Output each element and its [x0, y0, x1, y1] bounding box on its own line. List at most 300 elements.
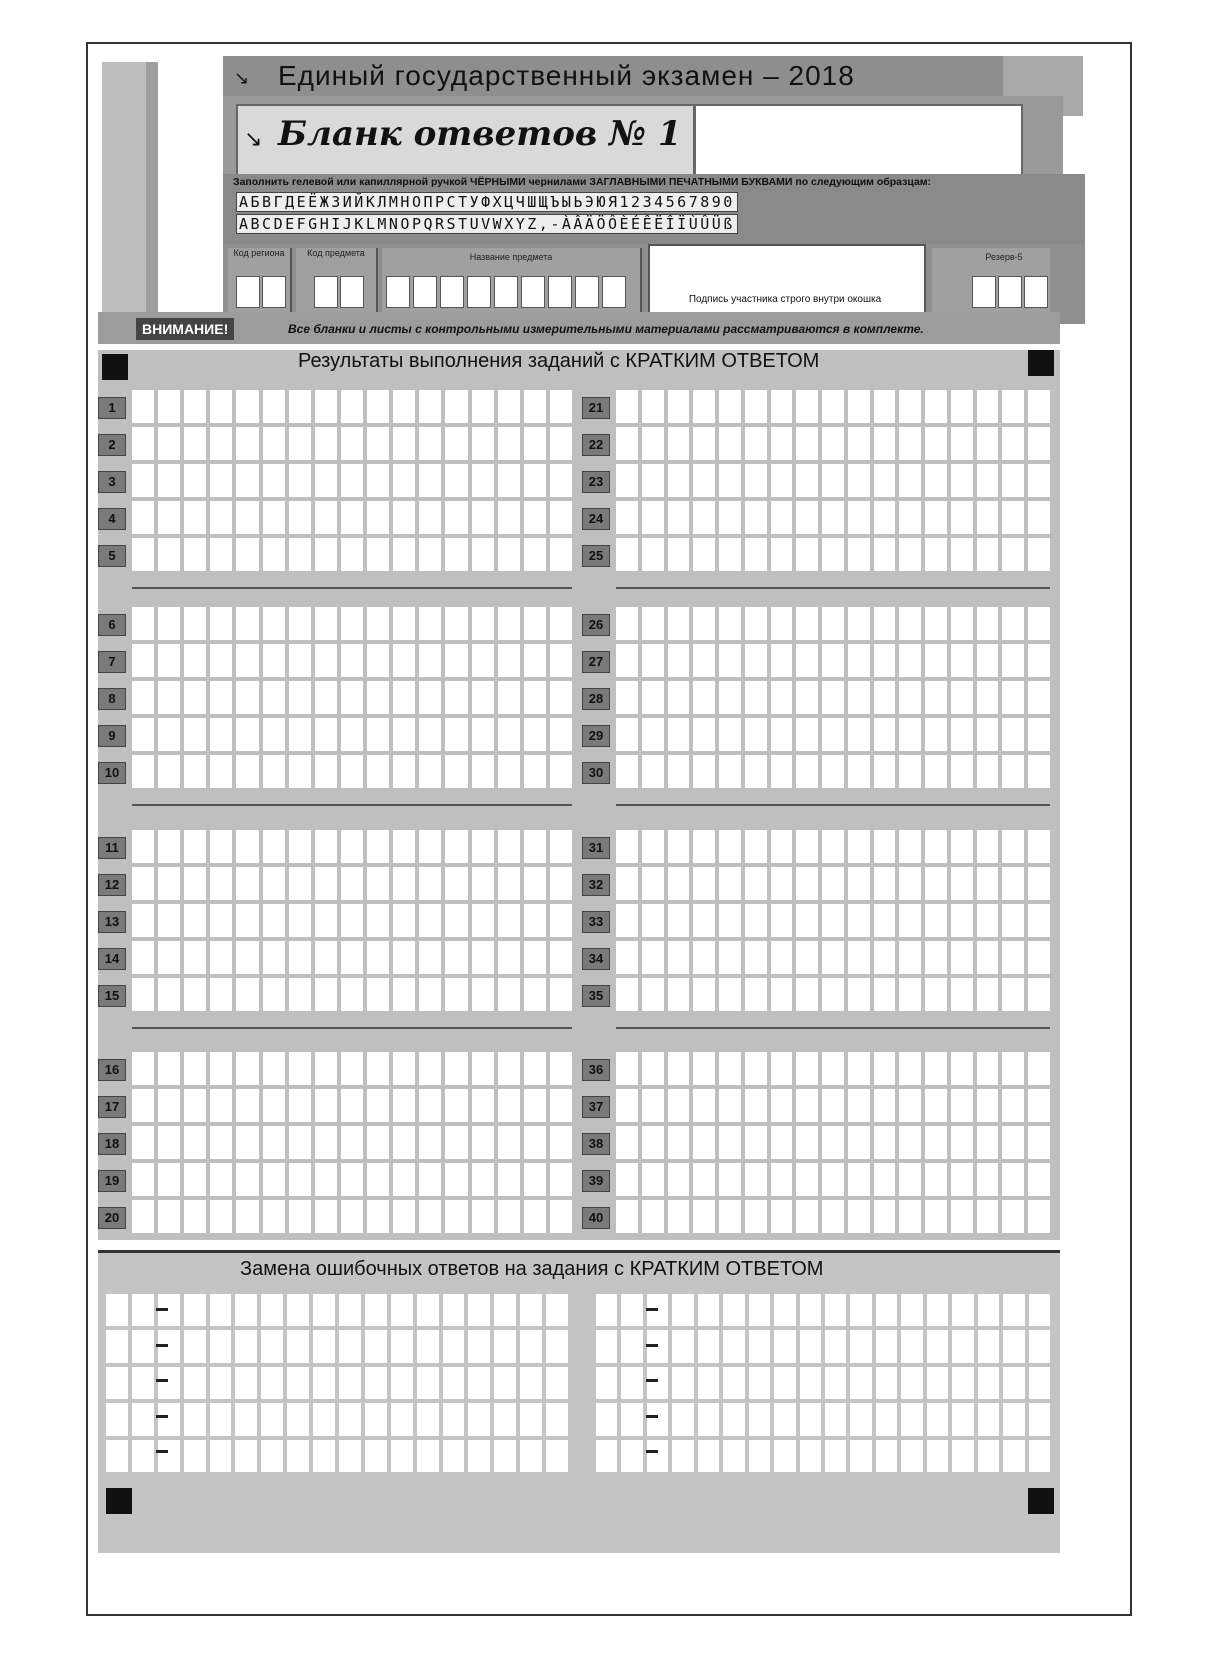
answer-cell[interactable]	[367, 427, 389, 460]
answer-cell[interactable]	[796, 1126, 818, 1159]
answer-cell[interactable]	[874, 941, 896, 974]
replacement-cell[interactable]	[339, 1294, 361, 1326]
answer-cell[interactable]	[263, 867, 285, 900]
replacement-cell[interactable]	[800, 1367, 821, 1399]
subject-name-cell[interactable]	[575, 276, 599, 308]
answer-cell[interactable]	[668, 464, 690, 497]
answer-cell[interactable]	[719, 718, 741, 751]
answer-cell[interactable]	[315, 1126, 337, 1159]
replacement-cell[interactable]	[825, 1330, 846, 1362]
answer-cell[interactable]	[210, 538, 232, 571]
answer-cell[interactable]	[550, 501, 572, 534]
answer-cell[interactable]	[899, 1052, 921, 1085]
answer-cell[interactable]	[393, 607, 415, 640]
replacement-cell[interactable]	[184, 1403, 206, 1435]
answer-cell[interactable]	[445, 1089, 467, 1122]
replacement-cell[interactable]	[235, 1294, 257, 1326]
answer-cell[interactable]	[642, 681, 664, 714]
answer-cell[interactable]	[977, 607, 999, 640]
replacement-cell[interactable]	[927, 1294, 948, 1326]
answer-cell[interactable]	[745, 1126, 767, 1159]
replacement-cell[interactable]	[698, 1330, 719, 1362]
answer-cell[interactable]	[550, 681, 572, 714]
answer-cell[interactable]	[822, 390, 844, 423]
replacement-cell[interactable]	[596, 1440, 617, 1472]
answer-cell[interactable]	[693, 427, 715, 460]
replacement-cell[interactable]	[1029, 1403, 1050, 1435]
answer-cell[interactable]	[899, 941, 921, 974]
replacement-cell[interactable]	[850, 1403, 871, 1435]
replacement-cell[interactable]	[850, 1330, 871, 1362]
answer-cell[interactable]	[158, 867, 180, 900]
answer-cell[interactable]	[445, 1052, 467, 1085]
answer-cell[interactable]	[822, 941, 844, 974]
answer-cell[interactable]	[874, 1052, 896, 1085]
replacement-grid[interactable]	[596, 1294, 1050, 1472]
replacement-cell[interactable]	[952, 1403, 973, 1435]
replacement-cell[interactable]	[468, 1440, 490, 1472]
answer-cell[interactable]	[393, 501, 415, 534]
answer-cell[interactable]	[977, 501, 999, 534]
answer-cell[interactable]	[951, 1126, 973, 1159]
answer-cell[interactable]	[874, 830, 896, 863]
answer-cell[interactable]	[210, 978, 232, 1011]
answer-cell[interactable]	[668, 1163, 690, 1196]
answer-cell[interactable]	[367, 904, 389, 937]
answer-cell[interactable]	[367, 1163, 389, 1196]
answer-cell[interactable]	[925, 867, 947, 900]
replacement-cell[interactable]	[132, 1403, 154, 1435]
answer-cell[interactable]	[341, 978, 363, 1011]
answer-cell[interactable]	[719, 1126, 741, 1159]
answer-cell[interactable]	[341, 1089, 363, 1122]
answer-cell[interactable]	[719, 644, 741, 677]
replacement-cell[interactable]	[825, 1440, 846, 1472]
answer-cell[interactable]	[236, 607, 258, 640]
answer-cell[interactable]	[796, 1089, 818, 1122]
answer-cell[interactable]	[642, 1163, 664, 1196]
answer-cell[interactable]	[693, 867, 715, 900]
answer-cell[interactable]	[693, 1163, 715, 1196]
answer-cell[interactable]	[419, 644, 441, 677]
replacement-cell[interactable]	[546, 1440, 568, 1472]
replacement-cell[interactable]	[825, 1294, 846, 1326]
answer-cell[interactable]	[745, 904, 767, 937]
answer-cell[interactable]	[498, 427, 520, 460]
answer-cell[interactable]	[498, 1200, 520, 1233]
answer-cell[interactable]	[236, 755, 258, 788]
answer-cell[interactable]	[550, 464, 572, 497]
answer-cell[interactable]	[1002, 904, 1024, 937]
answer-cell[interactable]	[848, 755, 870, 788]
answer-cell[interactable]	[445, 607, 467, 640]
answer-cell[interactable]	[668, 867, 690, 900]
answer-cell[interactable]	[951, 464, 973, 497]
replacement-cell[interactable]	[596, 1294, 617, 1326]
answer-cell[interactable]	[550, 1126, 572, 1159]
answer-cell[interactable]	[158, 390, 180, 423]
replacement-cell[interactable]	[184, 1440, 206, 1472]
answer-cell[interactable]	[367, 1089, 389, 1122]
answer-cell[interactable]	[132, 755, 154, 788]
answer-cell[interactable]	[668, 607, 690, 640]
replacement-cell[interactable]	[901, 1294, 922, 1326]
answer-cell[interactable]	[719, 867, 741, 900]
replacement-cell[interactable]	[391, 1403, 413, 1435]
subject-name-cell[interactable]	[467, 276, 491, 308]
answer-cell[interactable]	[498, 390, 520, 423]
answer-cell[interactable]	[550, 718, 572, 751]
answer-cell[interactable]	[419, 607, 441, 640]
answer-cell[interactable]	[796, 904, 818, 937]
replacement-cell[interactable]	[978, 1330, 999, 1362]
answer-cell[interactable]	[874, 464, 896, 497]
answer-cell[interactable]	[745, 867, 767, 900]
answer-cell[interactable]	[341, 1126, 363, 1159]
answer-cell[interactable]	[822, 904, 844, 937]
answer-cell[interactable]	[719, 1052, 741, 1085]
answer-cell[interactable]	[393, 1163, 415, 1196]
answer-cell[interactable]	[236, 1126, 258, 1159]
answer-cell[interactable]	[1028, 904, 1050, 937]
answer-cell[interactable]	[158, 941, 180, 974]
answer-cell[interactable]	[498, 1089, 520, 1122]
answer-cell[interactable]	[977, 681, 999, 714]
answer-cell[interactable]	[472, 1163, 494, 1196]
answer-cell[interactable]	[951, 718, 973, 751]
replacement-cell[interactable]	[876, 1294, 897, 1326]
answer-cell[interactable]	[642, 644, 664, 677]
replacement-cell[interactable]	[235, 1330, 257, 1362]
answer-cell[interactable]	[848, 464, 870, 497]
answer-cell[interactable]	[693, 464, 715, 497]
answer-cell[interactable]	[367, 501, 389, 534]
answer-cell[interactable]	[693, 978, 715, 1011]
answer-cell[interactable]	[874, 390, 896, 423]
replacement-cell[interactable]	[672, 1294, 693, 1326]
answer-cell[interactable]	[796, 1163, 818, 1196]
answer-cell[interactable]	[236, 978, 258, 1011]
answer-cell[interactable]	[236, 941, 258, 974]
answer-cell[interactable]	[419, 904, 441, 937]
answer-cell[interactable]	[289, 941, 311, 974]
answer-cell[interactable]	[132, 1126, 154, 1159]
answer-cell[interactable]	[524, 904, 546, 937]
answer-cell[interactable]	[874, 978, 896, 1011]
replacement-cell[interactable]	[621, 1330, 642, 1362]
answer-cell[interactable]	[874, 501, 896, 534]
answer-cell[interactable]	[315, 1052, 337, 1085]
answer-cell[interactable]	[445, 755, 467, 788]
answer-cell[interactable]	[874, 1089, 896, 1122]
answer-cell[interactable]	[524, 607, 546, 640]
answer-cell[interactable]	[263, 1163, 285, 1196]
answer-cell[interactable]	[1002, 867, 1024, 900]
replacement-cell[interactable]	[698, 1403, 719, 1435]
answer-cell[interactable]	[445, 1200, 467, 1233]
replacement-cell[interactable]	[723, 1403, 744, 1435]
replacement-cell[interactable]	[749, 1403, 770, 1435]
answer-cell[interactable]	[951, 867, 973, 900]
answer-cell[interactable]	[719, 681, 741, 714]
answer-cell[interactable]	[822, 1089, 844, 1122]
answer-cell[interactable]	[341, 904, 363, 937]
answer-cell[interactable]	[822, 755, 844, 788]
answer-cell[interactable]	[289, 1089, 311, 1122]
replacement-cell[interactable]	[468, 1403, 490, 1435]
answer-cell[interactable]	[616, 867, 638, 900]
answer-cell[interactable]	[642, 501, 664, 534]
answer-cell[interactable]	[771, 644, 793, 677]
answer-cell[interactable]	[693, 1089, 715, 1122]
answer-cell[interactable]	[524, 755, 546, 788]
answer-cell[interactable]	[719, 464, 741, 497]
answer-cell[interactable]	[550, 830, 572, 863]
replacement-cell[interactable]	[184, 1367, 206, 1399]
replacement-cell[interactable]	[339, 1330, 361, 1362]
answer-cell[interactable]	[822, 718, 844, 751]
answer-cell[interactable]	[158, 1126, 180, 1159]
answer-grid[interactable]	[616, 607, 1050, 788]
answer-cell[interactable]	[925, 755, 947, 788]
region-code-cell[interactable]	[236, 276, 260, 308]
answer-grid[interactable]	[616, 830, 1050, 1011]
answer-cell[interactable]	[158, 538, 180, 571]
replacement-cell[interactable]	[952, 1330, 973, 1362]
answer-cell[interactable]	[367, 390, 389, 423]
replacement-cell[interactable]	[210, 1403, 232, 1435]
answer-cell[interactable]	[419, 1089, 441, 1122]
answer-cell[interactable]	[693, 718, 715, 751]
answer-cell[interactable]	[848, 427, 870, 460]
answer-cell[interactable]	[472, 538, 494, 571]
answer-cell[interactable]	[745, 681, 767, 714]
answer-cell[interactable]	[132, 941, 154, 974]
answer-cell[interactable]	[132, 464, 154, 497]
answer-cell[interactable]	[524, 1052, 546, 1085]
answer-cell[interactable]	[1002, 1200, 1024, 1233]
answer-cell[interactable]	[848, 644, 870, 677]
answer-cell[interactable]	[289, 1163, 311, 1196]
answer-cell[interactable]	[1002, 718, 1024, 751]
answer-cell[interactable]	[848, 538, 870, 571]
answer-cell[interactable]	[472, 978, 494, 1011]
answer-cell[interactable]	[393, 1200, 415, 1233]
subject-name-cell[interactable]	[440, 276, 464, 308]
answer-cell[interactable]	[1028, 1163, 1050, 1196]
answer-cell[interactable]	[419, 867, 441, 900]
replacement-cell[interactable]	[621, 1403, 642, 1435]
replacement-cell[interactable]	[596, 1403, 617, 1435]
answer-cell[interactable]	[1002, 464, 1024, 497]
answer-cell[interactable]	[796, 1052, 818, 1085]
answer-cell[interactable]	[419, 718, 441, 751]
answer-cell[interactable]	[158, 718, 180, 751]
answer-cell[interactable]	[498, 501, 520, 534]
answer-grid[interactable]	[132, 390, 572, 571]
replacement-cell[interactable]	[850, 1440, 871, 1472]
answer-cell[interactable]	[289, 904, 311, 937]
answer-cell[interactable]	[524, 390, 546, 423]
answer-cell[interactable]	[367, 464, 389, 497]
answer-cell[interactable]	[289, 1126, 311, 1159]
answer-cell[interactable]	[874, 427, 896, 460]
replacement-cell[interactable]	[132, 1294, 154, 1326]
answer-cell[interactable]	[419, 1200, 441, 1233]
answer-cell[interactable]	[498, 644, 520, 677]
answer-cell[interactable]	[642, 830, 664, 863]
answer-cell[interactable]	[315, 1089, 337, 1122]
replacement-cell[interactable]	[365, 1294, 387, 1326]
answer-cell[interactable]	[289, 867, 311, 900]
answer-cell[interactable]	[158, 830, 180, 863]
answer-cell[interactable]	[550, 941, 572, 974]
answer-cell[interactable]	[393, 1126, 415, 1159]
answer-cell[interactable]	[132, 390, 154, 423]
answer-cell[interactable]	[796, 1200, 818, 1233]
answer-cell[interactable]	[1028, 501, 1050, 534]
answer-cell[interactable]	[315, 718, 337, 751]
replacement-cell[interactable]	[978, 1403, 999, 1435]
answer-cell[interactable]	[771, 718, 793, 751]
answer-cell[interactable]	[210, 644, 232, 677]
answer-cell[interactable]	[236, 501, 258, 534]
answer-cell[interactable]	[925, 1052, 947, 1085]
answer-cell[interactable]	[524, 1089, 546, 1122]
answer-cell[interactable]	[315, 390, 337, 423]
answer-cell[interactable]	[616, 1163, 638, 1196]
answer-cell[interactable]	[848, 1163, 870, 1196]
answer-cell[interactable]	[132, 644, 154, 677]
answer-cell[interactable]	[977, 390, 999, 423]
replacement-cell[interactable]	[927, 1367, 948, 1399]
answer-cell[interactable]	[367, 718, 389, 751]
answer-cell[interactable]	[550, 1052, 572, 1085]
answer-cell[interactable]	[158, 501, 180, 534]
answer-cell[interactable]	[158, 427, 180, 460]
answer-cell[interactable]	[445, 390, 467, 423]
replacement-cell[interactable]	[106, 1294, 128, 1326]
replacement-cell[interactable]	[978, 1440, 999, 1472]
answer-cell[interactable]	[472, 501, 494, 534]
replacement-cell[interactable]	[313, 1440, 335, 1472]
answer-cell[interactable]	[745, 390, 767, 423]
replacement-cell[interactable]	[391, 1367, 413, 1399]
answer-cell[interactable]	[184, 941, 206, 974]
answer-cell[interactable]	[263, 1089, 285, 1122]
answer-cell[interactable]	[616, 1052, 638, 1085]
answer-cell[interactable]	[693, 830, 715, 863]
answer-cell[interactable]	[977, 427, 999, 460]
answer-cell[interactable]	[289, 978, 311, 1011]
answer-cell[interactable]	[745, 1089, 767, 1122]
answer-cell[interactable]	[393, 718, 415, 751]
replacement-cell[interactable]	[672, 1403, 693, 1435]
answer-cell[interactable]	[1002, 1052, 1024, 1085]
replacement-cell[interactable]	[546, 1403, 568, 1435]
answer-cell[interactable]	[550, 904, 572, 937]
replacement-cell[interactable]	[1003, 1330, 1024, 1362]
answer-cell[interactable]	[367, 941, 389, 974]
answer-cell[interactable]	[263, 718, 285, 751]
answer-cell[interactable]	[263, 538, 285, 571]
answer-cell[interactable]	[236, 681, 258, 714]
replacement-cell[interactable]	[443, 1367, 465, 1399]
answer-cell[interactable]	[289, 501, 311, 534]
answer-cell[interactable]	[977, 718, 999, 751]
answer-cell[interactable]	[419, 1163, 441, 1196]
replacement-cell[interactable]	[1003, 1294, 1024, 1326]
answer-cell[interactable]	[263, 1052, 285, 1085]
answer-cell[interactable]	[822, 1126, 844, 1159]
answer-cell[interactable]	[524, 867, 546, 900]
answer-cell[interactable]	[236, 1089, 258, 1122]
answer-cell[interactable]	[668, 501, 690, 534]
answer-cell[interactable]	[668, 978, 690, 1011]
answer-cell[interactable]	[419, 501, 441, 534]
replacement-cell[interactable]	[158, 1367, 180, 1399]
replacement-cell[interactable]	[621, 1294, 642, 1326]
replacement-cell[interactable]	[494, 1403, 516, 1435]
answer-cell[interactable]	[472, 607, 494, 640]
replacement-cell[interactable]	[158, 1330, 180, 1362]
answer-cell[interactable]	[1002, 1089, 1024, 1122]
replacement-cell[interactable]	[647, 1330, 668, 1362]
replacement-cell[interactable]	[952, 1294, 973, 1326]
replacement-cell[interactable]	[365, 1440, 387, 1472]
answer-cell[interactable]	[822, 1200, 844, 1233]
answer-cell[interactable]	[210, 464, 232, 497]
answer-cell[interactable]	[132, 427, 154, 460]
answer-cell[interactable]	[616, 538, 638, 571]
answer-cell[interactable]	[498, 904, 520, 937]
replacement-cell[interactable]	[132, 1367, 154, 1399]
answer-cell[interactable]	[341, 390, 363, 423]
replacement-cell[interactable]	[313, 1403, 335, 1435]
replacement-cell[interactable]	[494, 1440, 516, 1472]
answer-cell[interactable]	[419, 538, 441, 571]
answer-cell[interactable]	[289, 538, 311, 571]
answer-cell[interactable]	[184, 718, 206, 751]
answer-cell[interactable]	[132, 978, 154, 1011]
answer-cell[interactable]	[745, 718, 767, 751]
answer-cell[interactable]	[796, 538, 818, 571]
answer-cell[interactable]	[524, 644, 546, 677]
answer-cell[interactable]	[874, 718, 896, 751]
answer-cell[interactable]	[951, 1089, 973, 1122]
answer-cell[interactable]	[1028, 1089, 1050, 1122]
answer-cell[interactable]	[498, 978, 520, 1011]
answer-cell[interactable]	[874, 681, 896, 714]
answer-cell[interactable]	[524, 830, 546, 863]
answer-cell[interactable]	[367, 538, 389, 571]
answer-cell[interactable]	[796, 830, 818, 863]
answer-cell[interactable]	[184, 1052, 206, 1085]
replacement-cell[interactable]	[520, 1440, 542, 1472]
replacement-cell[interactable]	[261, 1294, 283, 1326]
replacement-cell[interactable]	[978, 1294, 999, 1326]
answer-cell[interactable]	[616, 390, 638, 423]
answer-cell[interactable]	[210, 1200, 232, 1233]
answer-cell[interactable]	[524, 1200, 546, 1233]
answer-cell[interactable]	[771, 607, 793, 640]
answer-cell[interactable]	[289, 681, 311, 714]
answer-cell[interactable]	[925, 941, 947, 974]
answer-cell[interactable]	[1002, 501, 1024, 534]
answer-cell[interactable]	[616, 1089, 638, 1122]
answer-cell[interactable]	[393, 681, 415, 714]
answer-cell[interactable]	[419, 941, 441, 974]
